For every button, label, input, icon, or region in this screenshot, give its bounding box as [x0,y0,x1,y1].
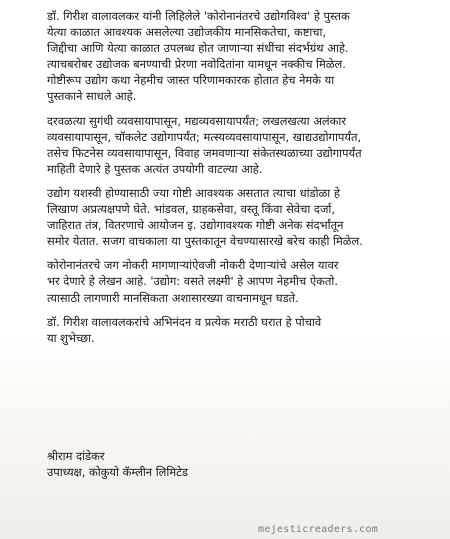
text-line: गोष्टीरूप उद्योग कथा नेहमीच जास्त परिणामकारक होतात हेच नेमके या [47,73,335,88]
text-line: उद्योग यशस्वी होण्यासाठी ज्या गोष्टी आवश्यक असतात त्याचा धांडोळा हे [47,185,340,200]
signature-name: श्रीराम दांडेकर [47,449,105,463]
paragraph-2 [47,113,435,177]
paragraph-3 [47,185,435,249]
text-line: या शुभेच्छा. [47,330,95,345]
text-line: लिखाण अप्रत्यक्षपणे घेते. भांडवल, ग्राहकसेवा, वस्तू किंवा सेवेचा दर्जा, [47,202,335,217]
foreword-body [47,8,435,354]
watermark: mejesticreaders.com [258,524,379,535]
text-line: येत्या काळात आवश्यक असलेल्या उद्योजकीय मानसिकतेचा, कष्टाचा, [47,25,327,40]
signature-block [47,448,347,480]
text-line: पुस्तकाने साधले आहे. [47,89,137,104]
text-line: समोर येतात. सजग वाचकाला या पुस्तकातून वेचण्यासारखे बरेच काही मिळेल. [47,234,363,249]
text-line: डॉ. गिरीश वालावलकरांचे अभिनंदन व प्रत्येक मराठी घरात हे पोचावे [47,314,322,329]
text-line: त्यासाठी लागणारी मानसिकता अशासारख्या वाचनामधून घडते. [47,290,299,305]
text-line: तसेच फिटनेस व्यवसायापासून, विवाह जमवणाऱ्या संकेतस्थळाच्या उद्योगापर्यंत [47,145,362,160]
text-line: दरवळत्या सुगंधी व्यवसायापासून, मद्यव्यवसायापर्यंत; लखलखत्या अलंकार [47,113,346,128]
paragraph-1 [47,8,435,105]
paragraph-5 [47,314,435,346]
signature-designation: उपाध्यक्ष, कोकुयो कॅम्लीन लिमिटेड [47,465,188,480]
text-line: त्याचबरोबर उद्योजक बनण्याची प्रेरणा नवोदितांना यामधून नक्कीच मिळेल. [47,57,346,72]
text-line: डॉ. गिरीश वालावलकर यांनी लिहिलेले 'कोरोनानंतरचे उद्योगविश्व' हे पुस्तक [47,9,350,23]
text-line: जाहिरात तंत्र, वितरणाचे आयोजन इ. उद्योगावश्यक गोष्टी अनेक संदर्भांतून [47,218,344,233]
text-line: जिद्दीचा आणि येत्या काळात उपलब्ध होत जाणाऱ्या संधींचा संदर्भग्रंथ आहे. [47,41,349,56]
text-line: भर देणारे हे लेखन आहे. 'उद्योग: वसते लक्ष्मी' हे आपण नेहमीच ऐकतो. [47,274,338,289]
text-line: माहिती देणारे हे पुस्तक अत्यंत उपयोगी वाटल्या आहे. [47,161,263,176]
text-line: कोरोनानंतरचे जग नोकरी मागणाऱ्यांऐवजी नोकरी देणाऱ्यांचे असेल यावर [47,258,339,273]
paragraph-4 [47,257,435,305]
text-line: व्यवसायापासून, चॉकलेट उद्योगापर्यंत; मत्स्यव्यवसायापासून, खाद्यउद्योगापर्यंत, [47,129,362,144]
